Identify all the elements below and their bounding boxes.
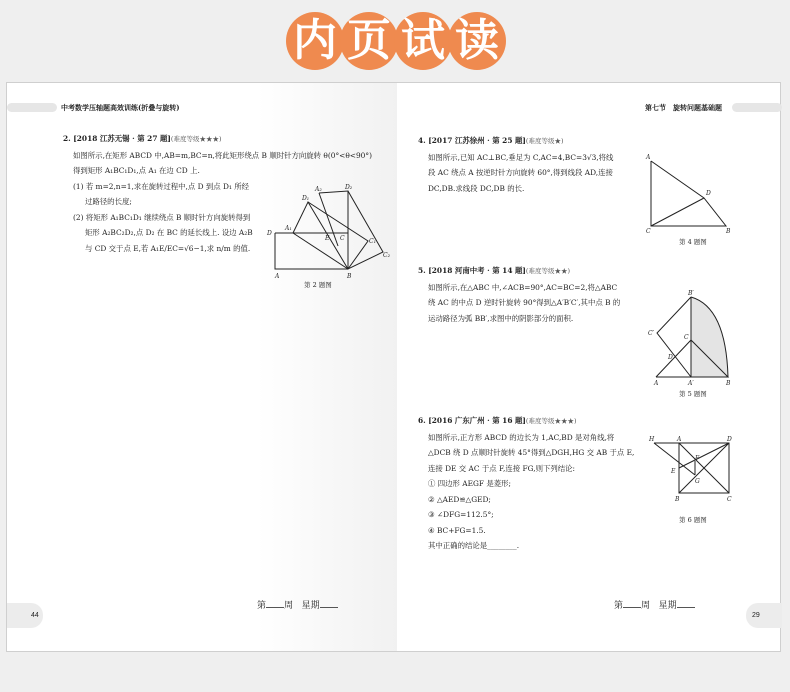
svg-text:C₁: C₁ (369, 238, 376, 245)
svg-text:G: G (695, 478, 700, 485)
difficulty: (难度等级★) (525, 137, 564, 145)
text-line: △DCB 绕 D 点顺时针旋转 45°得到△DGH,HG 交 AB 于点 E, (428, 448, 635, 457)
footer-week-label: 第 (614, 601, 624, 611)
footer-day-label: 星期 (301, 601, 320, 611)
svg-text:D: D (267, 230, 272, 237)
left-page (7, 83, 396, 651)
figure-caption: 第 4 题图 (679, 238, 707, 246)
svg-text:D: D (706, 190, 711, 197)
header-tab (732, 103, 782, 112)
svg-text:B′: B′ (688, 290, 694, 297)
question-title: 2. [2018 江苏无锡 · 第 27 题] (63, 134, 171, 143)
text-line: ④ BC+FG=1.5. (428, 525, 486, 535)
svg-text:A: A (654, 380, 659, 387)
banner-char: 试 (394, 12, 452, 70)
text-line: 矩形 A₂BC₂D₂,点 D₂ 在 BC 的延长线上. 设边 A₂B (85, 228, 253, 237)
svg-text:B: B (726, 228, 731, 235)
question-title: 5. [2018 河南中考 · 第 14 题] (418, 266, 526, 275)
text-line: 得到矩形 A₁BC₁D₁,点 A₁ 在边 CD 上. (73, 166, 200, 175)
text-line: (1) 若 m=2,n=1,求在旋转过程中,点 D 到点 D₁ 所经 (73, 181, 250, 191)
book-spread (6, 82, 781, 652)
running-header: 中考数学压轴题高效训练(折叠与旋转) (61, 103, 180, 112)
footer-week-unit: 周 (284, 601, 294, 611)
header-tab (7, 103, 57, 112)
figure-q4 (646, 151, 746, 235)
text-line: ② △AED≌△GED; (428, 494, 491, 504)
footer-week-day (257, 598, 338, 611)
figure-q5 (646, 287, 746, 387)
question-title: 4. [2017 江苏徐州 · 第 25 题] (418, 136, 526, 145)
text-line: DC,DB.求线段 DC,DB 的长. (428, 183, 525, 193)
text-line: 与 CD 交于点 E,若 A₁E/EC=√6−1,求 n/m 的值. (85, 243, 251, 253)
footer-week-label: 第 (257, 601, 267, 611)
figure-caption: 第 6 题图 (679, 516, 707, 524)
difficulty: (难度等级★★★) (525, 417, 577, 425)
svg-text:D₂: D₂ (345, 184, 353, 191)
svg-text:B: B (675, 496, 680, 503)
page-number: 29 (746, 603, 782, 628)
svg-text:A: A (275, 273, 280, 280)
svg-text:B: B (726, 380, 731, 387)
text-line: 运动路径为弧 BB′,求图中的阴影部分的面积. (428, 313, 574, 323)
text-line: (2) 将矩形 A₁BC₁D₁ 继续绕点 B 顺时针方向旋转得到 (73, 212, 251, 222)
svg-text:A′: A′ (688, 380, 694, 387)
footer-day-label: 星期 (658, 601, 677, 611)
footer-week-day (614, 598, 695, 611)
text-line: 绕 AC 的中点 D 逆时针旋转 90°得到△A′B′C′,其中点 B 的 (428, 298, 621, 307)
svg-text:C: C (646, 228, 651, 235)
question-title: 6. [2016 广东广州 · 第 16 题] (418, 416, 526, 425)
footer-week-unit: 周 (641, 601, 651, 611)
banner-title (286, 12, 508, 74)
svg-text:H: H (649, 436, 655, 443)
svg-text:F: F (695, 455, 700, 462)
figure-q6 (649, 433, 739, 515)
banner-char: 页 (340, 12, 398, 70)
svg-text:C₂: C₂ (383, 252, 390, 259)
svg-text:D: D (727, 436, 732, 443)
text-line: 如图所示,在矩形 ABCD 中,AB=m,BC=n,将此矩形绕点 B 顺时针方向旋转 θ(0°<θ<90°) (73, 150, 372, 160)
page-number: 44 (7, 603, 43, 628)
question-6 (418, 413, 668, 554)
svg-text:D: D (668, 354, 673, 361)
svg-text:C′: C′ (648, 330, 654, 337)
svg-text:C: C (340, 235, 345, 242)
difficulty: (难度等级★★★) (170, 135, 222, 143)
svg-text:A₁: A₁ (285, 225, 292, 232)
question-5 (418, 263, 658, 326)
difficulty: (难度等级★★) (525, 267, 570, 275)
figure-caption: 第 5 题图 (679, 390, 707, 398)
text-line: ① 四边形 AEGF 是菱形; (428, 479, 512, 488)
question-4 (418, 133, 658, 196)
banner-char: 读 (448, 12, 506, 70)
text-line: ③ ∠DFG=112.5°; (428, 510, 494, 519)
svg-text:E: E (671, 468, 676, 475)
banner-char: 内 (286, 12, 344, 70)
svg-text:D₁: D₁ (302, 195, 310, 202)
figure-q2 (265, 181, 390, 286)
text-line: 过路径的长度; (85, 197, 132, 206)
svg-text:C: C (684, 334, 689, 341)
right-page (396, 83, 782, 651)
svg-text:E: E (325, 235, 330, 242)
text-line: 连接 DE 交 AC 于点 F,连接 FG,则下列结论: (428, 463, 576, 473)
svg-text:A: A (646, 154, 651, 161)
running-header: 第七节 旋转问题基础题 (645, 103, 722, 112)
svg-text:C: C (727, 496, 732, 503)
svg-text:A: A (677, 436, 682, 443)
text-line: 段 AC 绕点 A 按逆时针方向旋转 60°,得到线段 AD,连接 (428, 168, 613, 177)
text-line: 如图所示,已知 AC⊥BC,垂足为 C,AC=4,BC=3√3,将线 (428, 152, 614, 162)
text-line: 其中正确的结论是________. (428, 541, 520, 550)
figure-caption: 第 2 题图 (304, 281, 332, 289)
svg-text:A₂: A₂ (315, 186, 322, 193)
svg-text:B: B (347, 273, 352, 280)
text-line: 如图所示,在△ABC 中,∠ACB=90°,AC=BC=2,将△ABC (428, 282, 618, 292)
text-line: 如图所示,正方形 ABCD 的边长为 1,AC,BD 是对角线,将 (428, 432, 615, 442)
